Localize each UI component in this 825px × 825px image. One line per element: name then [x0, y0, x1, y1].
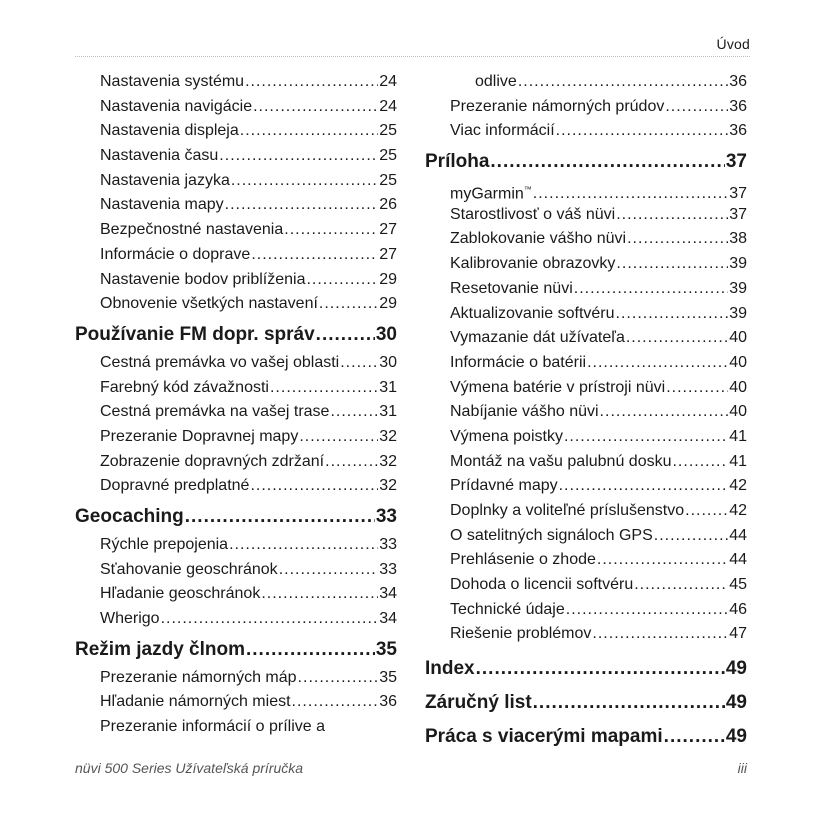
toc-chapter-warranty[interactable]: Záručný list ..... 49 [425, 687, 747, 719]
toc-entry-continuation[interactable]: odlive ..... 36 [425, 70, 747, 95]
toc-entry[interactable]: Výmena batérie v prístroji nüvi ..... 40 [425, 376, 747, 401]
toc-entry[interactable]: Informácie o batérii ..... 40 [425, 351, 747, 376]
toc-chapter-fm-traffic[interactable]: Používanie FM dopr. správ ..... 30 [75, 319, 397, 351]
trademark-symbol: ™ [523, 185, 532, 195]
toc-entry[interactable]: Cestná premávka vo vašej oblasti ..... 30 [75, 351, 397, 376]
toc-entry[interactable]: Farebný kód závažnosti ..... 31 [75, 376, 397, 401]
toc-entry[interactable]: Hľadanie geoschránok ..... 34 [75, 582, 397, 607]
toc-entry[interactable]: Technické údaje ..... 46 [425, 598, 747, 623]
toc-entry[interactable]: Cestná premávka na vašej trase ..... 31 [75, 400, 397, 425]
toc-entry[interactable]: Dohoda o licencii softvéru ..... 45 [425, 573, 747, 598]
toc-chapter-geocaching[interactable]: Geocaching ..... 33 [75, 501, 397, 533]
toc-entry[interactable]: Montáž na vašu palubnú dosku ..... 41 [425, 450, 747, 475]
toc-entry[interactable]: Prezeranie námorných prúdov ..... 36 [425, 95, 747, 120]
toc-entry[interactable]: Nastavenia času ..... 25 [75, 144, 397, 169]
toc-entry[interactable]: Dopravné predplatné ..... 32 [75, 474, 397, 499]
toc-entry-mygarmin[interactable]: myGarmin™ ..... 37 [425, 178, 747, 203]
page-header [75, 36, 750, 57]
toc-entry[interactable]: Prídavné mapy ..... 42 [425, 474, 747, 499]
toc-chapter-boat-mode[interactable]: Režim jazdy člnom ..... 35 [75, 634, 397, 666]
toc-entry[interactable]: Nabíjanie vášho nüvi ..... 40 [425, 400, 747, 425]
toc-column-right [425, 70, 747, 753]
section-title: Úvod [716, 36, 750, 52]
toc-entry[interactable]: Rýchle prepojenia ..... 33 [75, 533, 397, 558]
toc-entry[interactable]: Sťahovanie geoschránok ..... 33 [75, 558, 397, 583]
toc-entry[interactable]: Zobrazenie dopravných zdržaní ..... 32 [75, 450, 397, 475]
toc-entry-wrapped[interactable]: Prezeranie informácií o prílive a [100, 718, 325, 736]
toc-entry[interactable]: Výmena poistky ..... 41 [425, 425, 747, 450]
toc-chapter-multiple-maps[interactable]: Práca s viacerými mapami ..... 49 [425, 721, 747, 753]
footer-manual-title: nüvi 500 Series Užívateľská príručka [75, 760, 304, 776]
toc-chapter-appendix[interactable]: Príloha ..... 37 [425, 146, 747, 178]
toc-entry[interactable]: Bezpečnostné nastavenia ..... 27 [75, 218, 397, 243]
toc-entry[interactable]: Nastavenia mapy ..... 26 [75, 193, 397, 218]
toc-entry[interactable]: Viac informácií ..... 36 [425, 119, 747, 144]
toc-entry[interactable]: Prezeranie Dopravnej mapy ..... 32 [75, 425, 397, 450]
toc-entry[interactable]: Doplnky a voliteľné príslušenstvo ..... 42 [425, 499, 747, 524]
toc-entry[interactable]: Wherigo ..... 34 [75, 607, 397, 632]
toc-entry[interactable]: Aktualizovanie softvéru ..... 39 [425, 302, 747, 327]
toc-entry[interactable]: Starostlivosť o váš nüvi ..... 37 [425, 203, 747, 228]
toc-chapter-index[interactable]: Index ..... 49 [425, 653, 747, 685]
toc-column-left [75, 70, 397, 740]
toc-entry[interactable]: Hľadanie námorných miest ..... 36 [75, 690, 397, 715]
toc-entry[interactable]: Prezeranie námorných máp ..... 35 [75, 666, 397, 691]
toc-entry[interactable]: Nastavenia jazyka ..... 25 [75, 169, 397, 194]
toc-entry[interactable]: Resetovanie nüvi ..... 39 [425, 277, 747, 302]
toc-entry[interactable]: Vymazanie dát užívateľa ..... 40 [425, 326, 747, 351]
toc-entry[interactable]: O satelitných signáloch GPS ..... 44 [425, 524, 747, 549]
toc-entry[interactable]: Informácie o doprave ..... 27 [75, 243, 397, 268]
toc-entry[interactable]: Obnovenie všetkých nastavení ..... 29 [75, 292, 397, 317]
toc-entry[interactable]: Zablokovanie vášho nüvi ..... 38 [425, 227, 747, 252]
toc-entry[interactable]: Riešenie problémov ..... 47 [425, 622, 747, 647]
toc-entry[interactable]: Nastavenie bodov priblíženia ..... 29 [75, 268, 397, 293]
toc-entry[interactable]: Nastavenia navigácie ..... 24 [75, 95, 397, 120]
toc-entry[interactable]: Nastavenia displeja ..... 25 [75, 119, 397, 144]
toc-entry[interactable]: Nastavenia systému ..... 24 [75, 70, 397, 95]
toc-entry[interactable]: Kalibrovanie obrazovky ..... 39 [425, 252, 747, 277]
footer-page-number: iii [737, 760, 747, 776]
toc-entry[interactable]: Prehlásenie o zhode ..... 44 [425, 548, 747, 573]
